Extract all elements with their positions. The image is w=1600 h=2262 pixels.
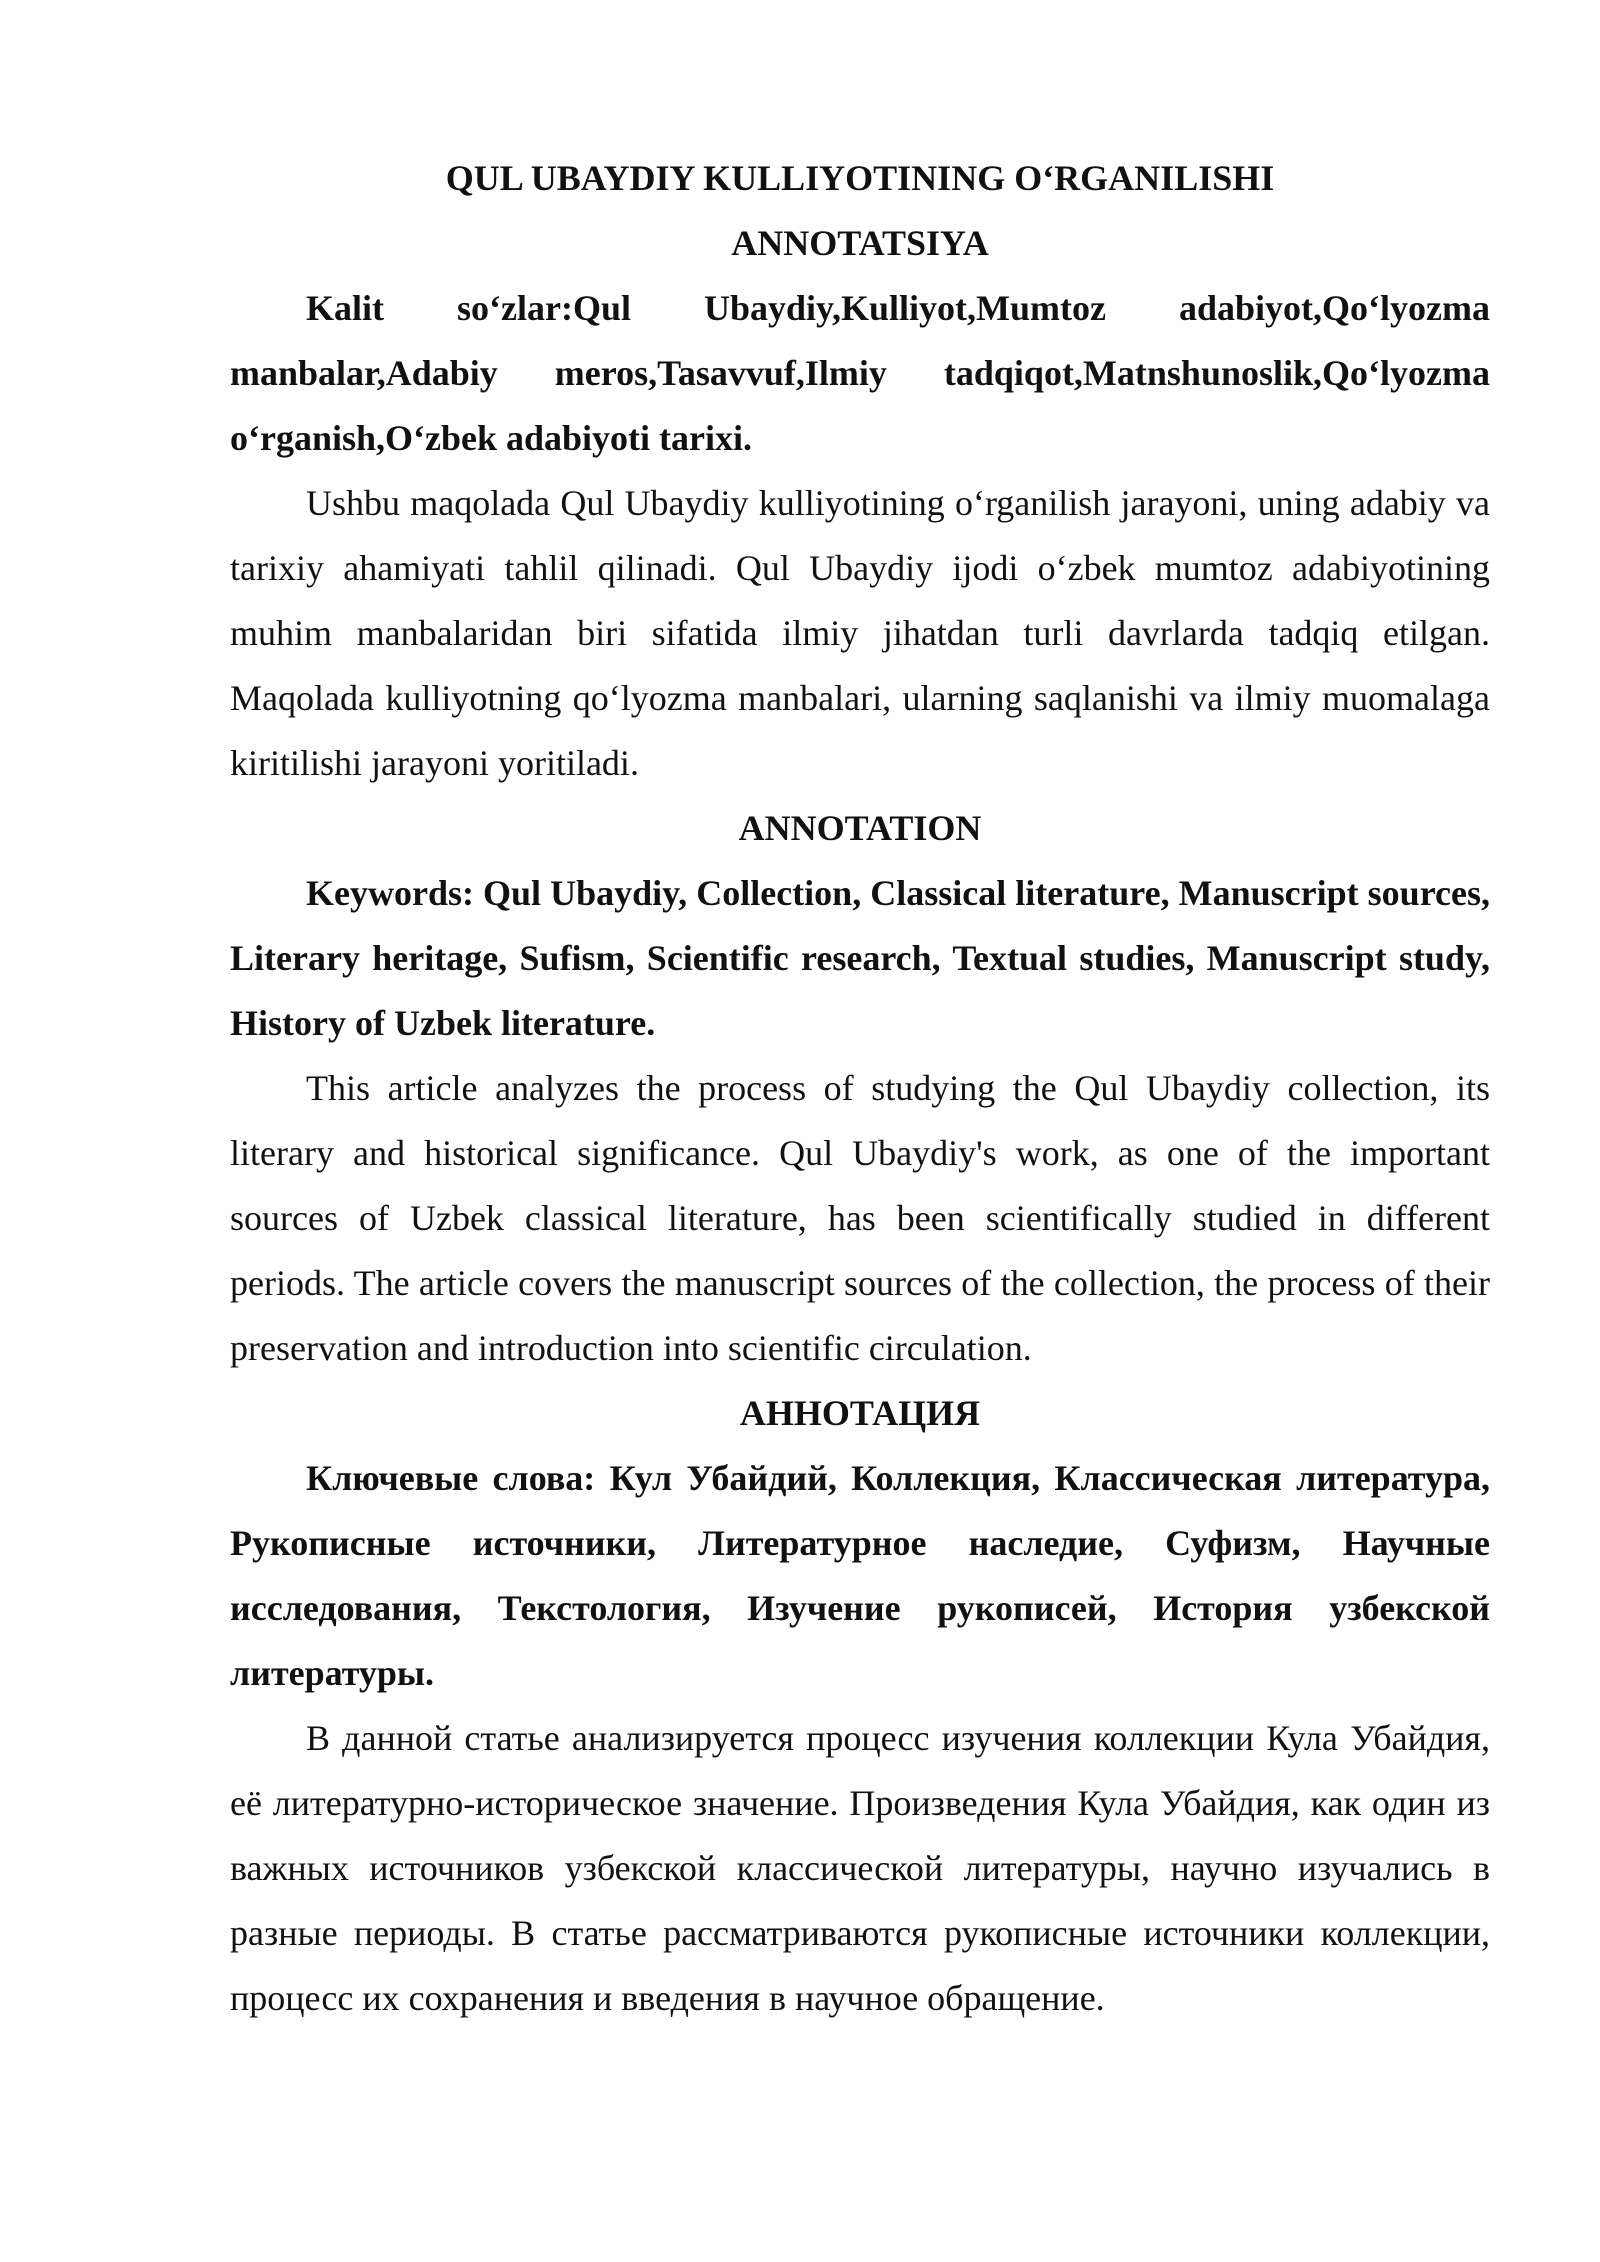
keywords-english: Keywords: Qul Ubaydiy, Collection, Classical literature, Manuscript sources, Literary heritage, Sufism, Scientific research, Textual studies, Manuscript study, History of Uzbek literature.	[230, 873, 1490, 1043]
abstract-russian: В данной статье анализируется процесс изучения коллекции Кула Убайдия, её литературно-историческое значение. Произведения Кула Убайдия, как один из важных источников узбекской классической литературы, научно изучались в разные периоды. В статье рассматриваются рукописные источники коллекции, процесс их сохранения и введения в научное обращение.	[230, 1718, 1490, 2018]
keywords-russian: Ключевые слова: Кул Убайдий, Коллекция, Классическая литература, Рукописные источники, Литературное наследие, Суфизм, Научные исследования, Текстология, Изучение рукописей, История узбекской литературы.	[230, 1458, 1490, 1693]
section-heading-english: ANNOTATION	[738, 808, 982, 848]
document-page	[230, 146, 1490, 2031]
abstract-uzbek: Ushbu maqolada Qul Ubaydiy kulliyotining o‘rganilish jarayoni, uning adabiy va tarixiy ahamiyati tahlil qilinadi. Qul Ubaydiy ijodi o‘zbek mumtoz adabiyotining muhim manbalaridan biri sifatida ilmiy jihatdan turli davrlarda tadqiq etilgan. Maqolada kulliyotning qo‘lyozma manbalari, ularning saqlanishi va ilmiy muomalaga kiritilishi jarayoni yoritiladi.	[230, 483, 1490, 783]
section-heading-uzbek: ANNOTATSIYA	[731, 223, 989, 263]
abstract-english: This article analyzes the process of studying the Qul Ubaydiy collection, its literary and historical significance. Qul Ubaydiy's work, as one of the important sources of Uzbek classical literature, has been scientifically studied in different periods. The article covers the manuscript sources of the collection, the process of their preservation and introduction into scientific circulation.	[230, 1068, 1490, 1368]
document-title: QUL UBAYDIY KULLIYOTINING O‘RGANILISHI	[445, 158, 1275, 198]
keywords-uzbek: Kalit so‘zlar:Qul Ubaydiy,Kulliyot,Mumtoz adabiyot,Qo‘lyozma manbalar,Adabiy meros,Tasavvuf,Ilmiy tadqiqot,Matnshunoslik,Qo‘lyozma o‘rganish,O‘zbek adabiyoti tarixi.	[230, 288, 1490, 458]
section-heading-russian: АННОТАЦИЯ	[739, 1393, 981, 1433]
